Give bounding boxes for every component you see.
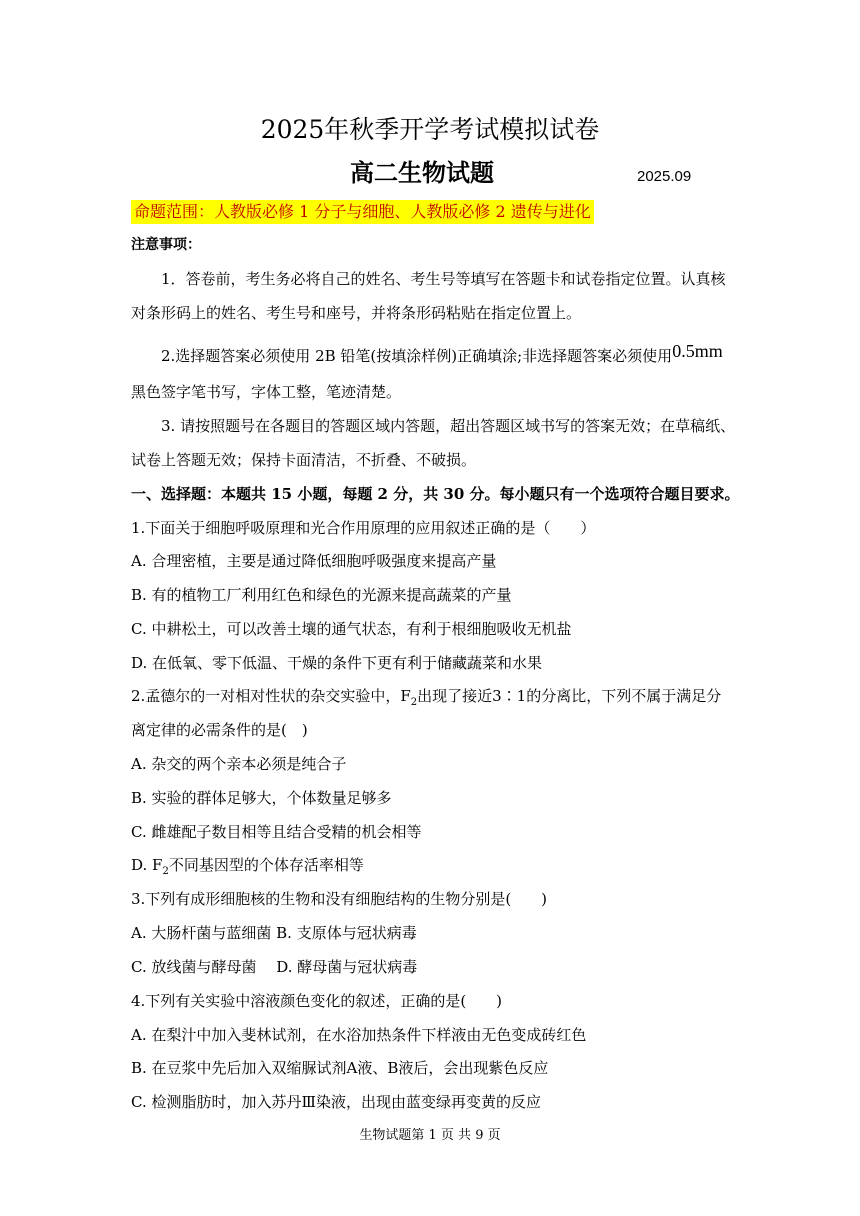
page-footer: 生物试题第 1 页 共 9 页 [359, 1128, 501, 1143]
q1-option-c: C. 中耕松土，可以改善土壤的通气状态，有利于根细胞吸收无机盐 [131, 620, 572, 638]
notice-item-1-line-2: 对条形码上的姓名、考生号和座号，并将条形码粘贴在指定位置上。 [131, 304, 582, 322]
notice-item-2-mm: 0.5mm [672, 341, 723, 361]
q4-option-b: B. 在豆浆中先后加入双缩脲试剂A液、B液后，会出现紫色反应 [131, 1059, 549, 1077]
notice-item-3-line-1: 3. 请按照题号在各题目的答题区域内答题，超出答题区域书写的答案无效；在草稿纸、 [161, 417, 736, 435]
q2-stem-sub: 2 [410, 697, 418, 708]
q1-option-d: D. 在低氧、零下低温、干燥的条件下更有利于储藏蔬菜和水果 [131, 654, 543, 672]
q2-option-a: A. 杂交的两个亲本必须是纯合子 [131, 755, 347, 773]
q2-stem-line-2: 离定律的必需条件的是( ) [131, 721, 308, 739]
q2-option-b: B. 实验的群体足够大，个体数量足够多 [131, 789, 392, 807]
notice-item-2-line-1 [161, 341, 723, 366]
q2-stem-post: 出现了接近3∶1的分离比，下列不属于满足分 [417, 687, 722, 705]
q2-option-d [131, 855, 364, 875]
q2-stem-line-1 [131, 686, 721, 706]
q4-stem: 4.下列有关实验中溶液颜色变化的叙述，正确的是( ) [131, 992, 503, 1010]
q4-option-c: C. 检测脂肪时，加入苏丹Ⅲ染液，出现由蓝变绿再变黄的反应 [131, 1093, 541, 1111]
q3-options-cd: C. 放线菌与酵母菌 D. 酵母菌与冠状病毒 [131, 958, 418, 976]
exam-subtitle: 高二生物试题 [350, 159, 494, 187]
exam-title: 2025年秋季开学考试模拟试卷 [260, 115, 600, 144]
q2-d-sub: 2 [162, 866, 169, 877]
notice-item-2-line-2: 黑色签字笔书写，字体工整，笔迹清楚。 [131, 383, 402, 401]
q1-option-a: A. 合理密植，主要是通过降低细胞呼吸强度来提高产量 [131, 552, 497, 570]
q3-stem: 3.下列有成形细胞核的生物和没有细胞结构的生物分别是( ) [131, 890, 548, 908]
notice-item-2-text: 2.选择题答案必须使用 2B 铅笔(按填涂样例)正确填涂;非选择题答案必须使用 [161, 347, 673, 365]
scope-highlight: 命题范围：人教版必修 1 分子与细胞、人教版必修 2 遗传与进化 [131, 200, 594, 224]
q2-d-pre: D. F [131, 856, 163, 874]
notice-heading: 注意事项： [131, 237, 201, 253]
exam-date: 2025.09 [637, 168, 692, 185]
q1-stem: 1.下面关于细胞呼吸原理和光合作用原理的应用叙述正确的是（ ） [131, 519, 596, 537]
section-heading: 一、选择题：本题共 15 小题，每题 2 分，共 30 分。每小题只有一个选项符合题目要求。 [131, 485, 740, 503]
q3-options-ab: A. 大肠杆菌与蓝细菌 B. 支原体与冠状病毒 [131, 924, 417, 942]
notice-item-1-line-1: 1．答卷前，考生务必将自己的姓名、考生号等填写在答题卡和试卷指定位置。认真核 [161, 270, 726, 288]
q4-option-a: A. 在梨汁中加入斐林试剂，在水浴加热条件下样液由无色变成砖红色 [131, 1026, 587, 1044]
q2-d-post: 不同基因型的个体存活率相等 [168, 856, 364, 874]
q2-stem-pre: 2.孟德尔的一对相对性状的杂交实验中，F [131, 687, 411, 705]
q2-option-c: C. 雌雄配子数目相等且结合受精的机会相等 [131, 823, 422, 841]
q1-option-b: B. 有的植物工厂利用红色和绿色的光源来提高蔬菜的产量 [131, 586, 512, 604]
notice-item-3-line-2: 试卷上答题无效；保持卡面清洁，不折叠、不破损。 [131, 451, 477, 469]
